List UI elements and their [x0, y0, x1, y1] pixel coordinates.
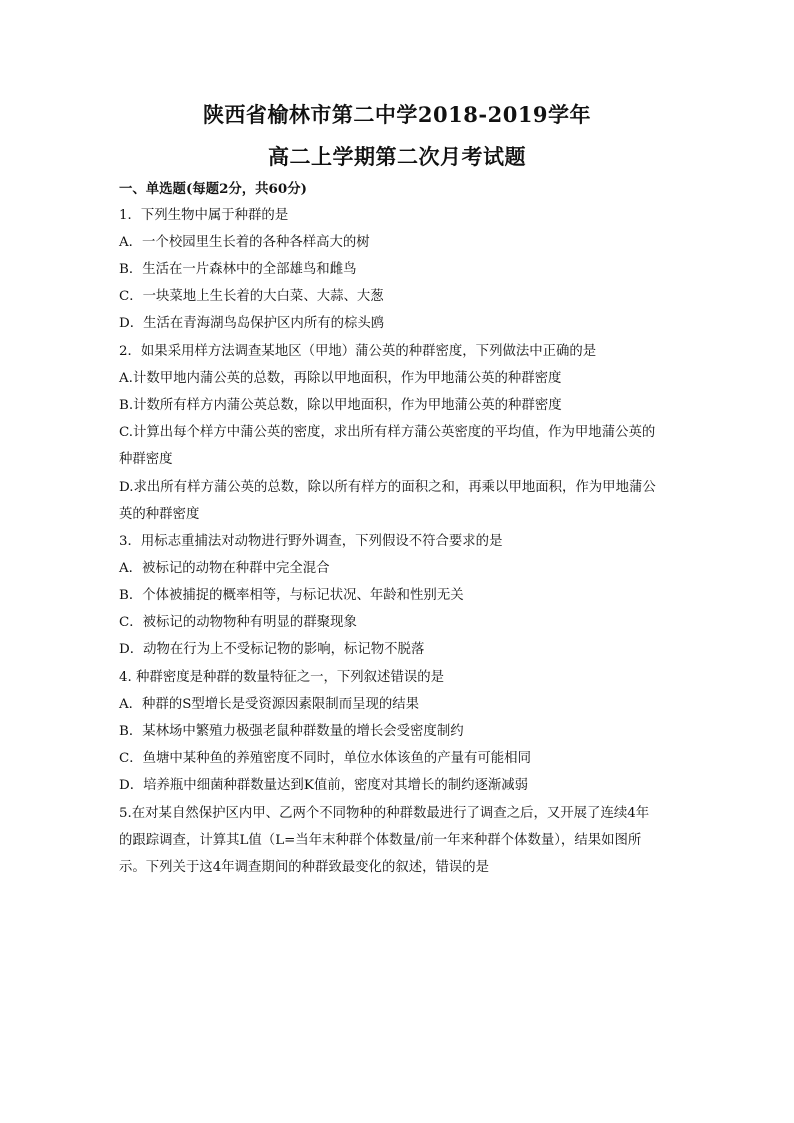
question-3-option-d: D．动物在行为上不受标记物的影响，标记物不脱落: [119, 642, 425, 657]
section-heading: 一、单选题(每题2分，共60分): [119, 181, 307, 197]
question-3-option-b: B．个体被捕捉的概率相等，与标记状况、年龄和性别无关: [119, 588, 464, 603]
question-5-stem-line-1: 5.在对某自然保护区内甲、乙两个不同物种的种群数最进行了调查之后，又开展了连续4年: [119, 806, 650, 821]
question-4-stem: 4. 种群密度是种群的数量特征之一，下列叙述错误的是: [119, 670, 445, 685]
question-2-option-d: D.求出所有样方蒲公英的总数，除以所有样方的面积之和，再乘以甲地面积，作为甲地蒲公: [119, 480, 656, 495]
question-3-option-a: A．被标记的动物在种群中完全混合: [119, 561, 330, 576]
question-2-stem: 2．如果采用样方法调查某地区（甲地）蒲公英的种群密度，下列做法中正确的是: [119, 344, 597, 359]
question-2-option-a: A.计数甲地内蒲公英的总数，再除以甲地面积，作为甲地蒲公英的种群密度: [119, 371, 562, 386]
question-1-stem: 1．下列生物中属于种群的是: [119, 208, 289, 223]
question-1-option-b: B．生活在一片森林中的全部雄鸟和雌鸟: [119, 262, 357, 277]
question-5-stem-line-2: 的跟踪调查，计算其L值（L=当年末种群个体数量/前一年来种群个体数量），结果如图所: [119, 833, 642, 848]
question-2-option-b: B.计数所有样方内蒲公英总数，除以甲地面积，作为甲地蒲公英的种群密度: [119, 398, 562, 413]
question-3-stem: 3．用标志重捕法对动物进行野外调查，下列假设不符合要求的是: [119, 534, 503, 549]
exam-title: 陕西省榆林市第二中学2018-2019学年: [202, 102, 592, 127]
exam-subtitle: 高二上学期第二次月考试题: [268, 144, 526, 169]
question-2-option-d-cont: 英的种群密度: [119, 507, 200, 522]
question-4-option-a: A．种群的S型增长是受资源因素限制而呈现的结果: [119, 697, 420, 712]
question-2-option-c: C.计算出每个样方中蒲公英的密度，求出所有样方蒲公英密度的平均值，作为甲地蒲公英的: [119, 425, 656, 440]
question-1-option-c: C．一块菜地上生长着的大白菜、大蒜、大葱: [119, 289, 384, 304]
question-4-option-d: D．培养瓶中细菌种群数量达到K值前，密度对其增长的制约逐渐减弱: [119, 778, 529, 793]
question-5-stem-line-3: 示。下列关于这4年调查期间的种群致最变化的叙述，错误的是: [119, 860, 490, 875]
question-1-option-a: A．一个校园里生长着的各种各样高大的树: [119, 235, 370, 250]
question-4-option-b: B．某林场中繁殖力极强老鼠种群数量的增长会受密度制约: [119, 724, 464, 739]
question-3-option-c: C．被标记的动物物种有明显的群聚现象: [119, 615, 357, 630]
question-2-option-c-cont: 种群密度: [119, 452, 173, 467]
question-1-option-d: D．生活在青海湖鸟岛保护区内所有的棕头鸥: [119, 316, 385, 331]
question-4-option-c: C．鱼塘中某种鱼的养殖密度不同时，单位水体该鱼的产量有可能相同: [119, 751, 531, 766]
